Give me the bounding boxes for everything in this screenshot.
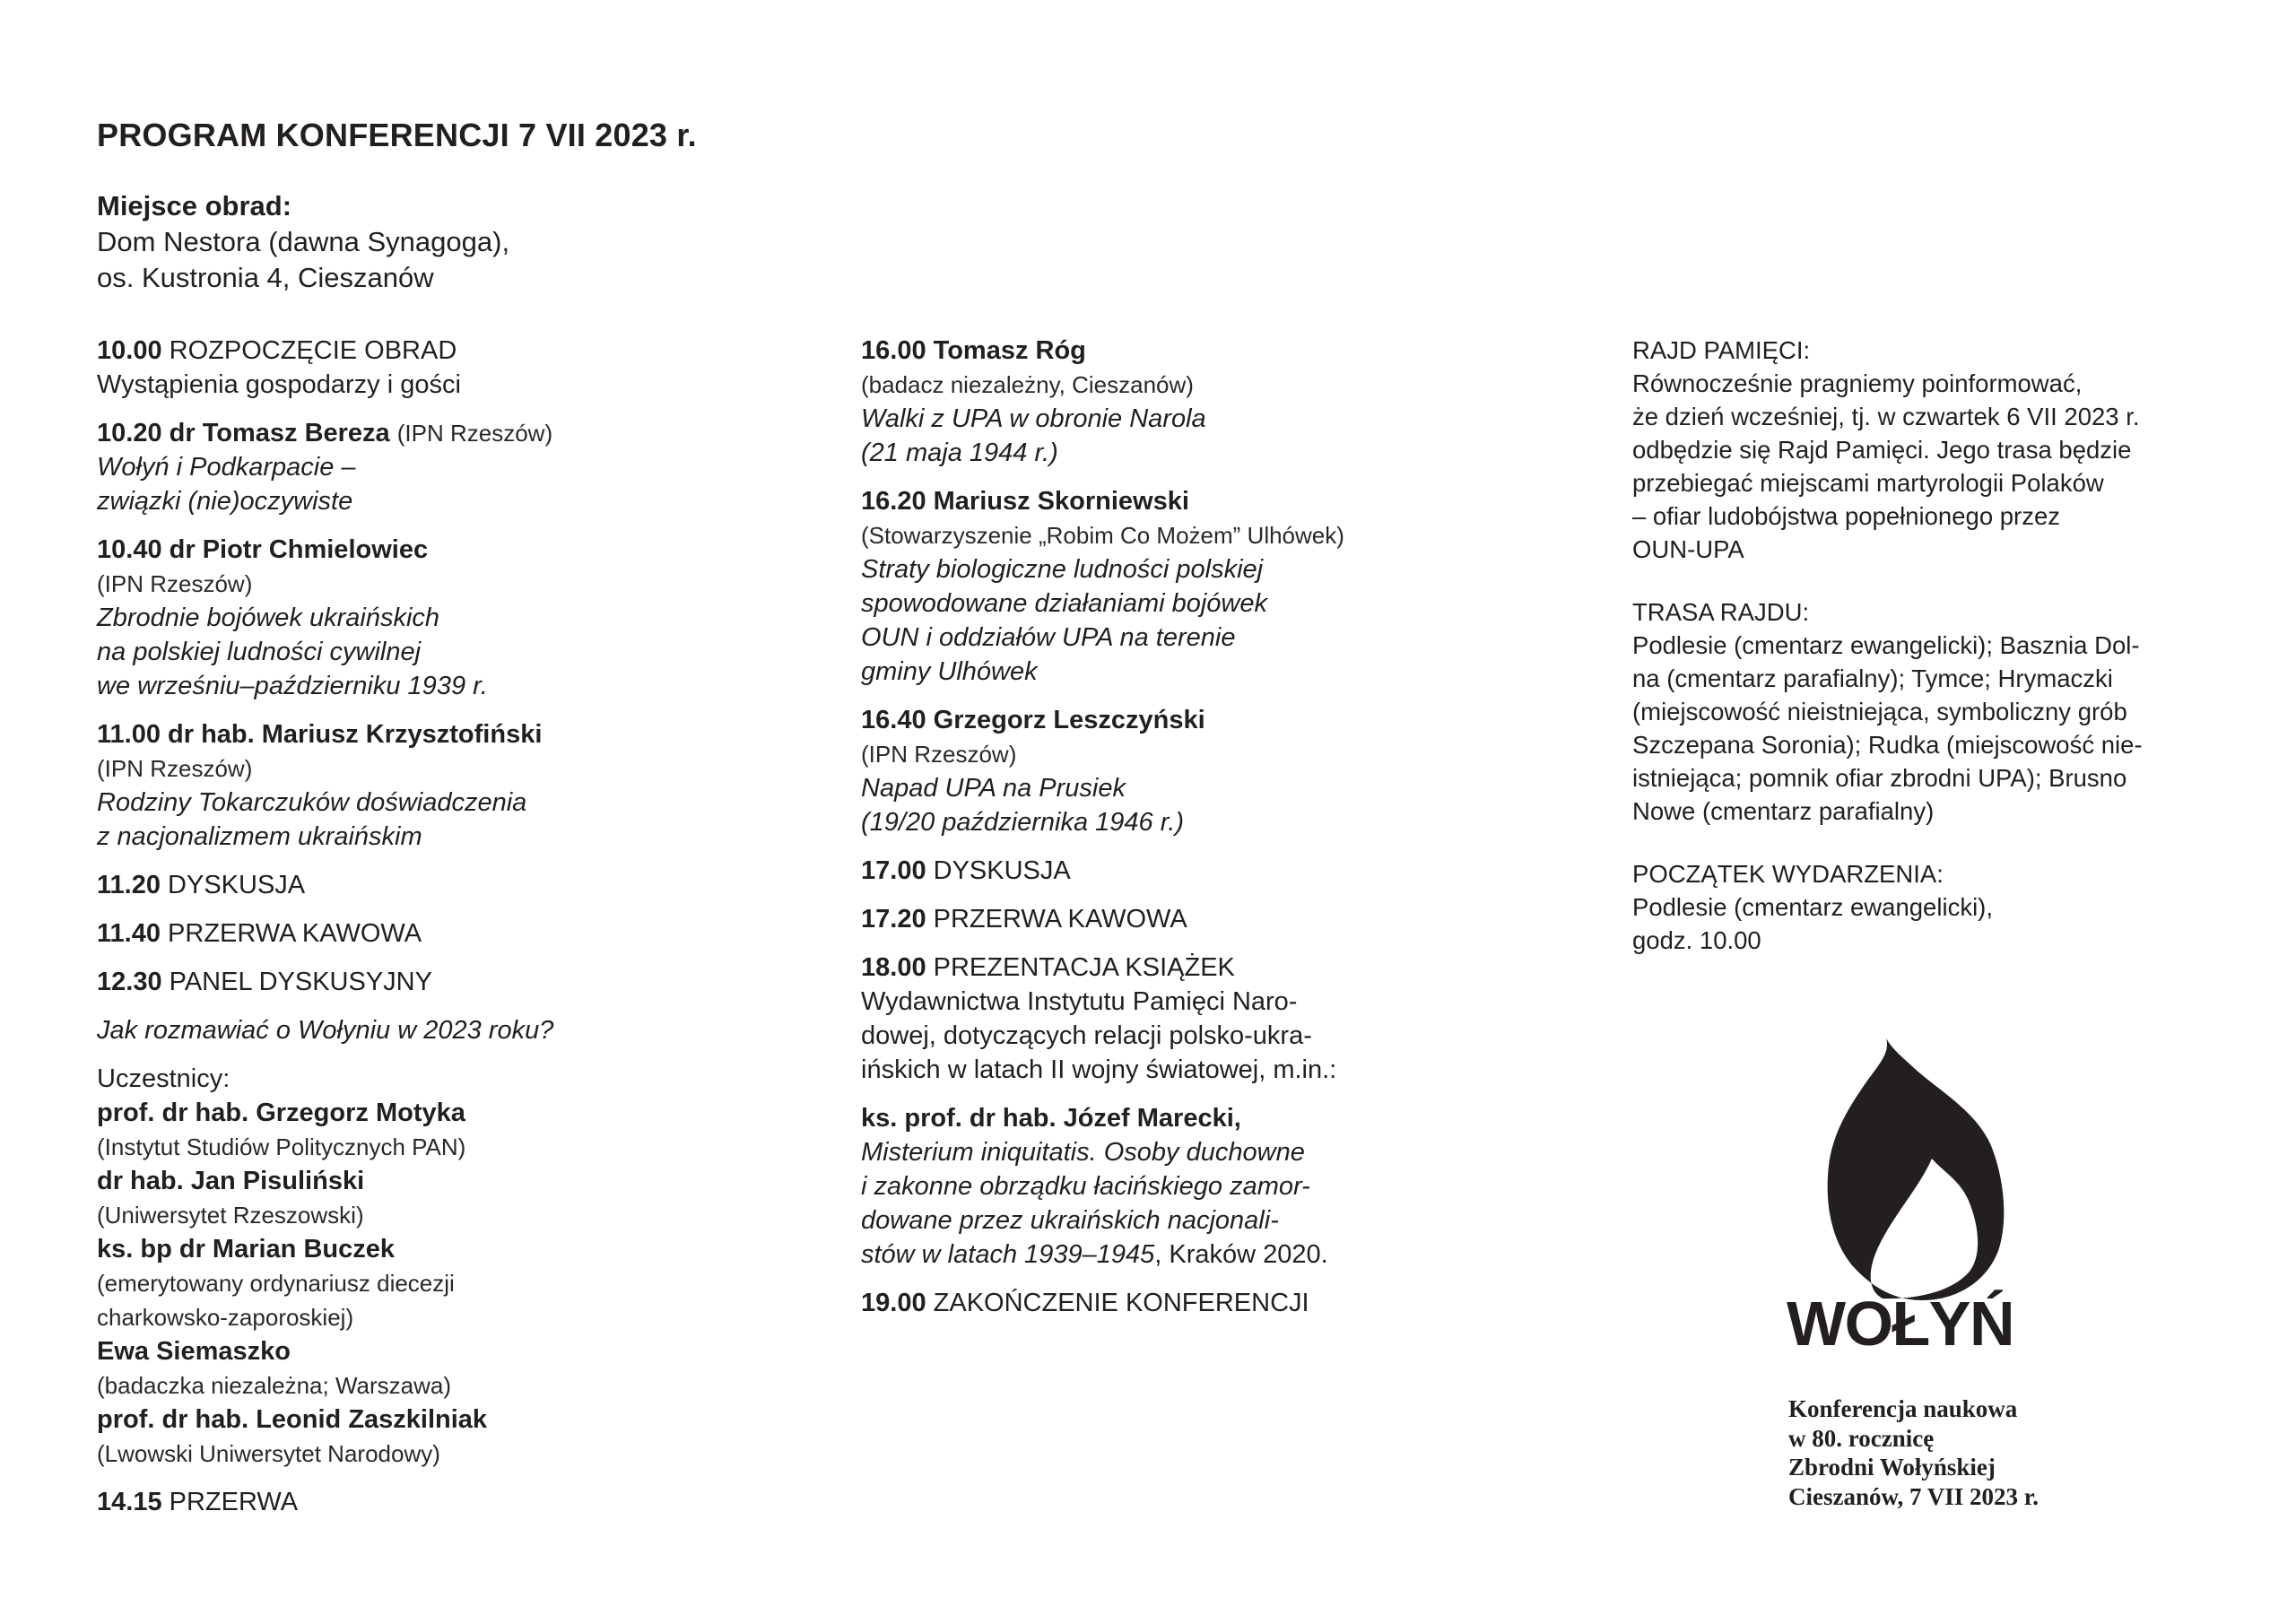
text-line <box>97 1266 814 1300</box>
logo-caption <box>1788 1394 2039 1511</box>
program-column-morning <box>97 334 814 1533</box>
text-run: 10.20 <box>97 419 170 447</box>
logo-caption-line: w 80. rocznicę <box>1788 1424 1935 1452</box>
text-line: (miejscowość nieistniejąca, symboliczny grób <box>1632 698 2127 725</box>
program-block <box>97 1062 814 1471</box>
text-line: że dzień wcześniej, tj. w czwartek 6 VII 2023 r. <box>1632 403 2140 430</box>
text-line <box>97 368 814 402</box>
text-line <box>861 985 1543 1019</box>
info-section-heading: RAJD PAMIĘCI: <box>1632 336 1811 364</box>
text-line <box>97 1368 814 1403</box>
text-run: (IPN Rzeszów) <box>97 755 253 782</box>
text-run: ZAKOŃCZENIE KONFERENCJI <box>933 1289 1309 1317</box>
text-run: ks. prof. dr hab. Józef Marecki, <box>861 1104 1241 1133</box>
text-line <box>861 1053 1543 1087</box>
text-run: spowodowane działaniami bojówek <box>861 589 1267 618</box>
venue-line: Dom Nestora (dawna Synagoga), <box>97 226 510 257</box>
text-line <box>97 484 814 518</box>
venue-label: Miejsce obrad: <box>97 190 292 221</box>
text-line: odbędzie się Rajd Pamięci. Jego trasa będzie <box>1632 436 2132 464</box>
program-block <box>97 533 814 703</box>
text-line <box>97 717 814 751</box>
text-run: (Uniwersytet Rzeszowski) <box>97 1202 364 1229</box>
info-section <box>1632 334 2260 566</box>
text-line <box>97 450 814 484</box>
text-run: (Lwowski Uniwersytet Narodowy) <box>97 1440 440 1467</box>
text-run: Wołyń i Podkarpacie – <box>97 453 356 482</box>
text-run: 11.40 <box>97 919 169 948</box>
logo-wordmark: WOŁYŃ <box>1787 1289 2014 1359</box>
text-run: (badaczka niezależna; Warszawa) <box>97 1372 451 1399</box>
text-line: Równocześnie pragniemy poinformować, <box>1632 369 2083 397</box>
text-run: , Kraków 2020. <box>1154 1240 1328 1269</box>
text-run: Rodziny Tokarczuków doświadczenia <box>97 788 527 817</box>
text-line <box>97 1062 814 1096</box>
text-line <box>97 1485 814 1519</box>
text-run: dr Tomasz Bereza <box>169 419 397 447</box>
text-run: Wystąpienia gospodarzy i gości <box>97 370 461 399</box>
text-line <box>861 737 1543 771</box>
wolyn-logo <box>1787 1038 2074 1576</box>
text-run: PRZERWA KAWOWA <box>168 919 422 948</box>
text-line <box>97 601 814 635</box>
text-line <box>97 965 814 999</box>
logo-caption-line: Zbrodni Wołyńskiej <box>1788 1454 1996 1481</box>
text-run: prof. dr hab. Grzegorz Motyka <box>97 1099 465 1127</box>
text-line <box>97 1334 814 1368</box>
program-block <box>861 1101 1543 1272</box>
text-line <box>97 1437 814 1471</box>
text-run: 19.00 <box>861 1289 934 1317</box>
text-run: związki (nie)oczywiste <box>97 487 353 516</box>
text-run: (21 maja 1944 r.) <box>861 439 1058 467</box>
text-run: dowane przez ukraińskich nacjonali- <box>861 1206 1279 1235</box>
text-run: z nacjonalizmem ukraińskim <box>97 822 422 851</box>
text-run: Jak rozmawiać o Wołyniu w 2023 roku? <box>97 1016 554 1045</box>
text-line <box>97 751 814 786</box>
text-line <box>861 1286 1543 1320</box>
text-run: (emerytowany ordynariusz diecezji <box>97 1270 455 1297</box>
text-line <box>861 1169 1543 1203</box>
text-line <box>861 586 1543 621</box>
text-line <box>861 621 1543 655</box>
program-block <box>97 916 814 951</box>
text-run: dr Piotr Chmielowiec <box>169 535 429 564</box>
text-line <box>97 1013 814 1047</box>
text-run: OUN i oddziałów UPA na terenie <box>861 623 1236 652</box>
text-run: 10.00 <box>97 336 170 365</box>
text-run: ińskich w latach II wojny światowej, m.in.: <box>861 1055 1337 1084</box>
text-line: OUN-UPA <box>1632 535 1744 563</box>
text-run: Uczestnicy: <box>97 1064 230 1093</box>
text-run: Misterium iniquitatis. Osoby duchowne <box>861 1138 1305 1167</box>
text-line <box>861 552 1543 586</box>
text-line <box>861 436 1543 470</box>
info-section-heading: TRASA RAJDU: <box>1632 598 1810 626</box>
text-run: 12.30 <box>97 968 170 996</box>
text-run: Zbrodnie bojówek ukraińskich <box>97 604 440 632</box>
text-line: – ofiar ludobójstwa popełnionego przez <box>1632 502 2060 530</box>
text-line <box>861 1135 1543 1169</box>
text-run: we wrześniu–październiku 1939 r. <box>97 672 488 700</box>
text-run: Straty biologiczne ludności polskiej <box>861 555 1264 584</box>
text-line <box>861 902 1543 936</box>
info-section-heading: POCZĄTEK WYDARZENIA: <box>1632 860 1944 888</box>
text-line <box>861 805 1543 839</box>
text-run: stów w latach 1939–1945 <box>861 1240 1155 1269</box>
text-run: (Instytut Studiów Politycznych PAN) <box>97 1133 466 1160</box>
text-line <box>97 533 814 567</box>
text-line <box>97 1198 814 1232</box>
text-line <box>97 786 814 820</box>
text-line <box>97 1232 814 1266</box>
text-line <box>861 334 1543 368</box>
text-run: dr hab. Jan Pisuliński <box>97 1167 365 1195</box>
program-column-afternoon <box>861 334 1543 1334</box>
text-line <box>861 854 1543 888</box>
text-run: 14.15 <box>97 1488 170 1516</box>
text-line <box>861 1019 1543 1053</box>
program-block <box>97 334 814 402</box>
program-block <box>97 868 814 902</box>
flame-icon <box>1826 1038 2007 1300</box>
text-line <box>861 1101 1543 1135</box>
text-run: prof. dr hab. Leonid Zaszkilniak <box>97 1405 488 1434</box>
text-line <box>97 567 814 601</box>
page-title: PROGRAM KONFERENCJI 7 VII 2023 r. <box>97 117 697 153</box>
text-line <box>861 703 1543 737</box>
text-line <box>97 1403 814 1437</box>
logo-caption-line: Konferencja naukowa <box>1788 1395 2018 1422</box>
program-block <box>861 854 1543 888</box>
text-run: (IPN Rzeszów) <box>861 741 1017 768</box>
text-line <box>97 334 814 368</box>
text-run: 16.00 <box>861 336 934 365</box>
text-run: 16.40 <box>861 706 934 734</box>
text-run: 18.00 <box>861 953 934 982</box>
text-line <box>861 368 1543 402</box>
text-run: ROZPOCZĘCIE OBRAD <box>169 336 457 365</box>
program-block <box>97 416 814 518</box>
info-column <box>1632 334 2260 986</box>
program-block <box>97 1485 814 1519</box>
venue-block <box>97 188 509 296</box>
text-line <box>861 771 1543 805</box>
program-block <box>861 334 1543 470</box>
text-run: (IPN Rzeszów) <box>396 420 553 447</box>
text-run: PREZENTACJA KSIĄŻEK <box>933 953 1235 982</box>
text-line <box>861 484 1543 518</box>
text-line <box>861 1238 1543 1272</box>
text-run: DYSKUSJA <box>933 856 1071 885</box>
text-line: przebiegać miejscami martyrologii Polaków <box>1632 469 2104 497</box>
text-line <box>97 669 814 703</box>
text-run: ks. bp dr Marian Buczek <box>97 1235 395 1264</box>
text-run: gminy Ulhówek <box>861 657 1038 686</box>
text-run: i zakonne obrządku łacińskiego zamor- <box>861 1172 1310 1201</box>
text-line <box>97 416 814 450</box>
program-block <box>861 951 1543 1087</box>
text-run: Walki z UPA w obronie Narola <box>861 404 1206 433</box>
text-line <box>97 1300 814 1334</box>
logo-caption-line: Cieszanów, 7 VII 2023 r. <box>1788 1482 2039 1510</box>
text-line: Nowe (cmentarz parafialny) <box>1632 797 1935 825</box>
text-line: Podlesie (cmentarz ewangelicki), <box>1632 893 1993 921</box>
text-run: charkowsko-zaporoskiej) <box>97 1304 354 1331</box>
text-line <box>97 868 814 902</box>
text-line <box>97 1096 814 1130</box>
text-run: 11.20 <box>97 871 169 899</box>
text-line <box>97 635 814 669</box>
text-line <box>97 916 814 951</box>
text-line <box>861 951 1543 985</box>
text-line <box>97 1130 814 1164</box>
text-line <box>861 1203 1543 1238</box>
text-run: 16.20 <box>861 487 934 516</box>
text-run: Wydawnictwa Instytutu Pamięci Naro- <box>861 987 1298 1016</box>
info-section <box>1632 857 2260 957</box>
text-line: na (cmentarz parafialny); Tymce; Hrymaczki <box>1632 664 2113 692</box>
text-line <box>861 655 1543 689</box>
text-line: istniejąca; pomnik ofiar zbrodni UPA); Brusno <box>1632 764 2127 792</box>
text-run: Ewa Siemaszko <box>97 1337 291 1366</box>
program-block <box>97 1013 814 1047</box>
text-run: PANEL DYSKUSYJNY <box>169 968 432 996</box>
text-run: dr hab. Mariusz Krzysztofiński <box>168 720 543 749</box>
text-run: 11.00 <box>97 720 169 749</box>
text-line: Szczepana Soronia); Rudka (miejscowość nie- <box>1632 731 2143 759</box>
text-line <box>861 402 1543 436</box>
program-block <box>861 1286 1543 1320</box>
text-line: godz. 10.00 <box>1632 926 1761 954</box>
text-run: 10.40 <box>97 535 170 564</box>
text-line <box>861 518 1543 552</box>
text-run: na polskiej ludności cywilnej <box>97 638 422 666</box>
program-block <box>861 703 1543 839</box>
program-block <box>97 965 814 999</box>
text-run: (Stowarzyszenie „Robim Co Możem” Ulhówek) <box>861 522 1344 549</box>
text-run: Napad UPA na Prusiek <box>861 774 1126 803</box>
text-run: DYSKUSJA <box>168 871 306 899</box>
text-run: Tomasz Róg <box>933 336 1086 365</box>
info-section <box>1632 595 2260 828</box>
text-run: PRZERWA <box>169 1488 299 1516</box>
text-run: (IPN Rzeszów) <box>97 570 253 597</box>
text-run: (19/20 października 1946 r.) <box>861 808 1185 837</box>
text-run: dowej, dotyczących relacji polsko-ukra- <box>861 1021 1312 1050</box>
text-run: 17.00 <box>861 856 934 885</box>
text-run: Mariusz Skorniewski <box>933 487 1189 516</box>
program-block <box>97 717 814 854</box>
text-line <box>97 1164 814 1198</box>
venue-line: os. Kustronia 4, Cieszanów <box>97 262 434 293</box>
text-run: 17.20 <box>861 905 934 934</box>
text-run: (badacz niezależny, Cieszanów) <box>861 371 1194 398</box>
text-run: PRZERWA KAWOWA <box>933 905 1187 934</box>
program-block <box>861 902 1543 936</box>
text-line: Podlesie (cmentarz ewangelicki); Basznia Dol- <box>1632 631 2140 659</box>
program-block <box>861 484 1543 689</box>
text-run: Grzegorz Leszczyński <box>933 706 1205 734</box>
text-line <box>97 820 814 854</box>
